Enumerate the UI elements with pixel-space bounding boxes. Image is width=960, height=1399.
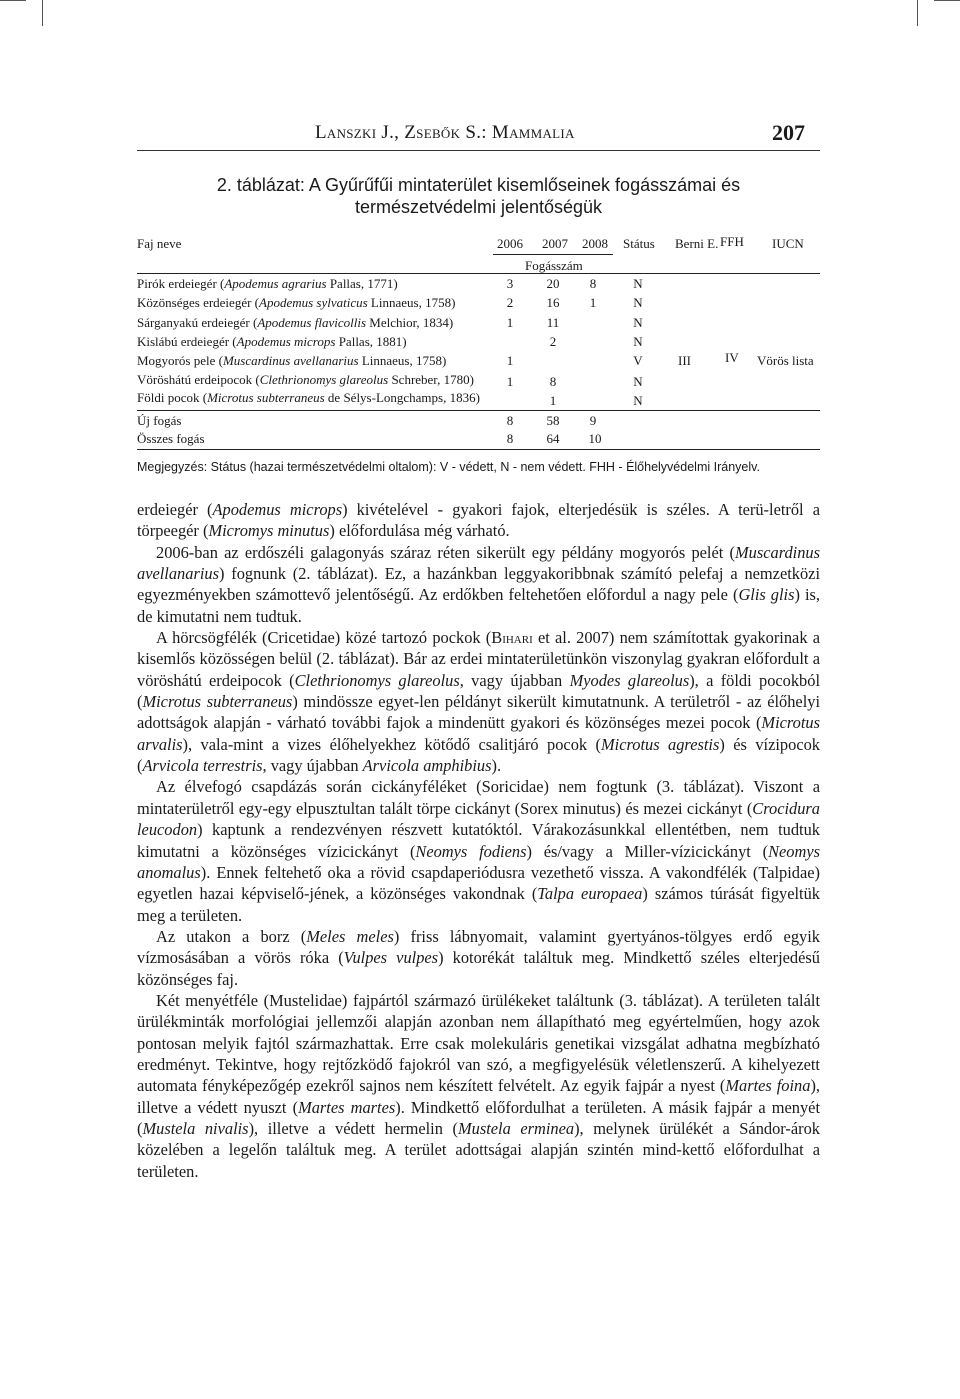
col-header-2006: 2006 xyxy=(497,236,523,251)
running-head xyxy=(300,118,805,148)
year-header-rule xyxy=(493,254,613,255)
paragraph: Két menyétféle (Mustelidae) fajpártól származó ürülékeket találtunk (3. táblázat). A területen talált ürülékminták morfológiai jellemzői alapján azonban nem állapítható meg egyértelműen, hogy azok pontosan melyik fajtól származhattak. Erre csak molekuláris genetikai vizsgálat adhatna megbízható eredményt. Tekintve, hogy rejtőzködő fajokról van szó, a megfigyelésük véletlenszerű. A kihelyezett automata fényképezőgép ezekről sajnos nem készített felvételt. Az egyik fajpár a nyest (Martes foina), illetve a védett nyuszt (Martes martes). Mindkettő előfordulhat a területen. A másik fajpár a menyét (Mustela nivalis), illetve a védett hermelin (Mustela erminea), melynek ürülékét a Sándor-árok közelében a legelőn találtuk meg. A terület adottságai alapján szintén mind-kettő előfordulhat a területen. xyxy=(137,990,820,1181)
crop-mark xyxy=(42,0,43,26)
page-number: 207 xyxy=(772,120,805,145)
col-header-berni: Berni E. xyxy=(675,236,719,251)
col-header-status: Státus xyxy=(623,236,655,251)
crop-mark xyxy=(0,0,26,1)
table-caption-line1: 2. táblázat: A Gyűrűfűi mintaterület kisemlőseinek fogásszámai és xyxy=(216,175,741,195)
table-caption-line2: természetvédelmi jelentőségük xyxy=(354,197,603,217)
crop-mark xyxy=(917,0,918,26)
table-summary-rule xyxy=(137,410,820,411)
crop-mark xyxy=(934,0,960,1)
running-head-authors: Lanszki J., Zsebők S.: Mammalia xyxy=(315,122,575,143)
table-bottom-rule xyxy=(137,449,820,450)
col-header-2008: 2008 xyxy=(582,236,608,251)
col-header-species: Faj neve xyxy=(137,236,182,251)
col-header-2007: 2007 xyxy=(542,236,568,251)
paragraph: A hörcsögfélék (Cricetidae) közé tartozó pockok (Bihari et al. 2007) nem számítottak gyakorinak a kisemlős közösségen belül (2. táblázat). Bár az erdei mintaterületünkön viszonylag gyakran előfordult a vöröshátú erdeipocok (Clethrionomys glareolus, vagy újabban Myodes glareolus), a földi pocokból (Microtus subterraneus) mindössze egyet-len példányt sikerült kimutatnunk. A területről - az élőhelyi adottságok alapján - várható további fajok a mindenütt gyakori és közönséges mezei pocok (Microtus arvalis), vala-mint a vizes élőhelyekhez kötődő csalitjáró pocok (Microtus agrestis) és vízipocok (Arvicola terrestris, vagy újabban Arvicola amphibius). xyxy=(137,628,820,776)
paragraph: Az élvefogó csapdázás során cickányféléket (Soricidae) nem fogtunk (3. táblázat). Viszont a mintaterületről egy-egy elpusztultan talált törpe cickányt (Sorex minutus) és mezei cickányt (Crocidura leucodon) kaptunk a rendezvényen részvett kutatóktól. Várakozásunkkal ellentétben, nem tudtuk kimutatni a közönséges vízicickányt (Neomys fodiens) és/vagy a Miller-vízicickányt (Neomys anomalus). Ennek feltehető oka a rövid csapdaperiódusra vezethető vissza. A vakondfélék (Talpidae) egyetlen hazai képviselő-jének, a közönséges vakondnak (Talpa europaea) számos túrását figyeltük meg a területen. xyxy=(137,777,820,925)
body-text xyxy=(137,499,820,1182)
table-note: Megjegyzés: Státus (hazai természetvédelmi oltalom): V - védett, N - nem védett. FHH - Élőhelyvédelmi Irányelv. xyxy=(137,460,760,474)
paragraph: Az utakon a borz (Meles meles) friss lábnyomait, valamint gyertyános-tölgyes erdő egyik vízmosásában a vörös róka (Vulpes vulpes) kotorékát találtuk meg. Mindkettő széles elterjedésű közönséges faj. xyxy=(137,926,820,989)
col-header-catch-count: Fogásszám xyxy=(525,258,583,273)
catch-table: Faj neve 2006 2007 2008 Státus Berni E. FFH IUCN Fogásszám Pirók erdeiegér (Apodemus agrarius Pallas, 1771) 3 20 8 N Közönséges erdeiegér (Apodemus sylvaticus Linnaeus, 1758) 2 16 1 N Sárganyakú erdeiegér (Apodemus flavicollis Melchior, 1834) 1 11 N Kislábú erdeiegér (Apodemus microps Pallas, 1881) 2 N Mogyorós pele (Muscardinus avellanarius Linnaeus, 1758) 1 V III IV Vörös lista Vöröshátú erdeipocok (Clethrionomys glareolus Schreber, 1780) 1 8 N Földi pocok (Microtus subterraneus de Sélys-Longchamps, 1836) 1 N Új fogás 8 58 9 Összes fogás 8 64 10 xyxy=(137,230,820,450)
header-rule xyxy=(137,150,820,151)
paragraph: erdeiegér (Apodemus microps) kivételével - gyakori fajok, elterjedésük is széles. A terü-letről a törpeegér (Micromys minutus) előfordulása még várható. xyxy=(137,500,820,541)
col-header-iucn: IUCN xyxy=(772,236,804,251)
paragraph: 2006-ban az erdőszéli galagonyás száraz réten sikerült egy példány mogyorós pelét (Muscardinus avellanarius) fognunk (2. táblázat). Ez, a hazánkban leggyakoribbnak számító pelefaj a nemzetközi egyezményekben számottevő jelentőségű. Az erdőkben feltehetően előfordul a nagy pele (Glis glis) is, de kimutatni nem tudtuk. xyxy=(137,542,821,626)
table-header-rule xyxy=(137,273,820,274)
col-header-ffh: FFH xyxy=(720,234,744,249)
